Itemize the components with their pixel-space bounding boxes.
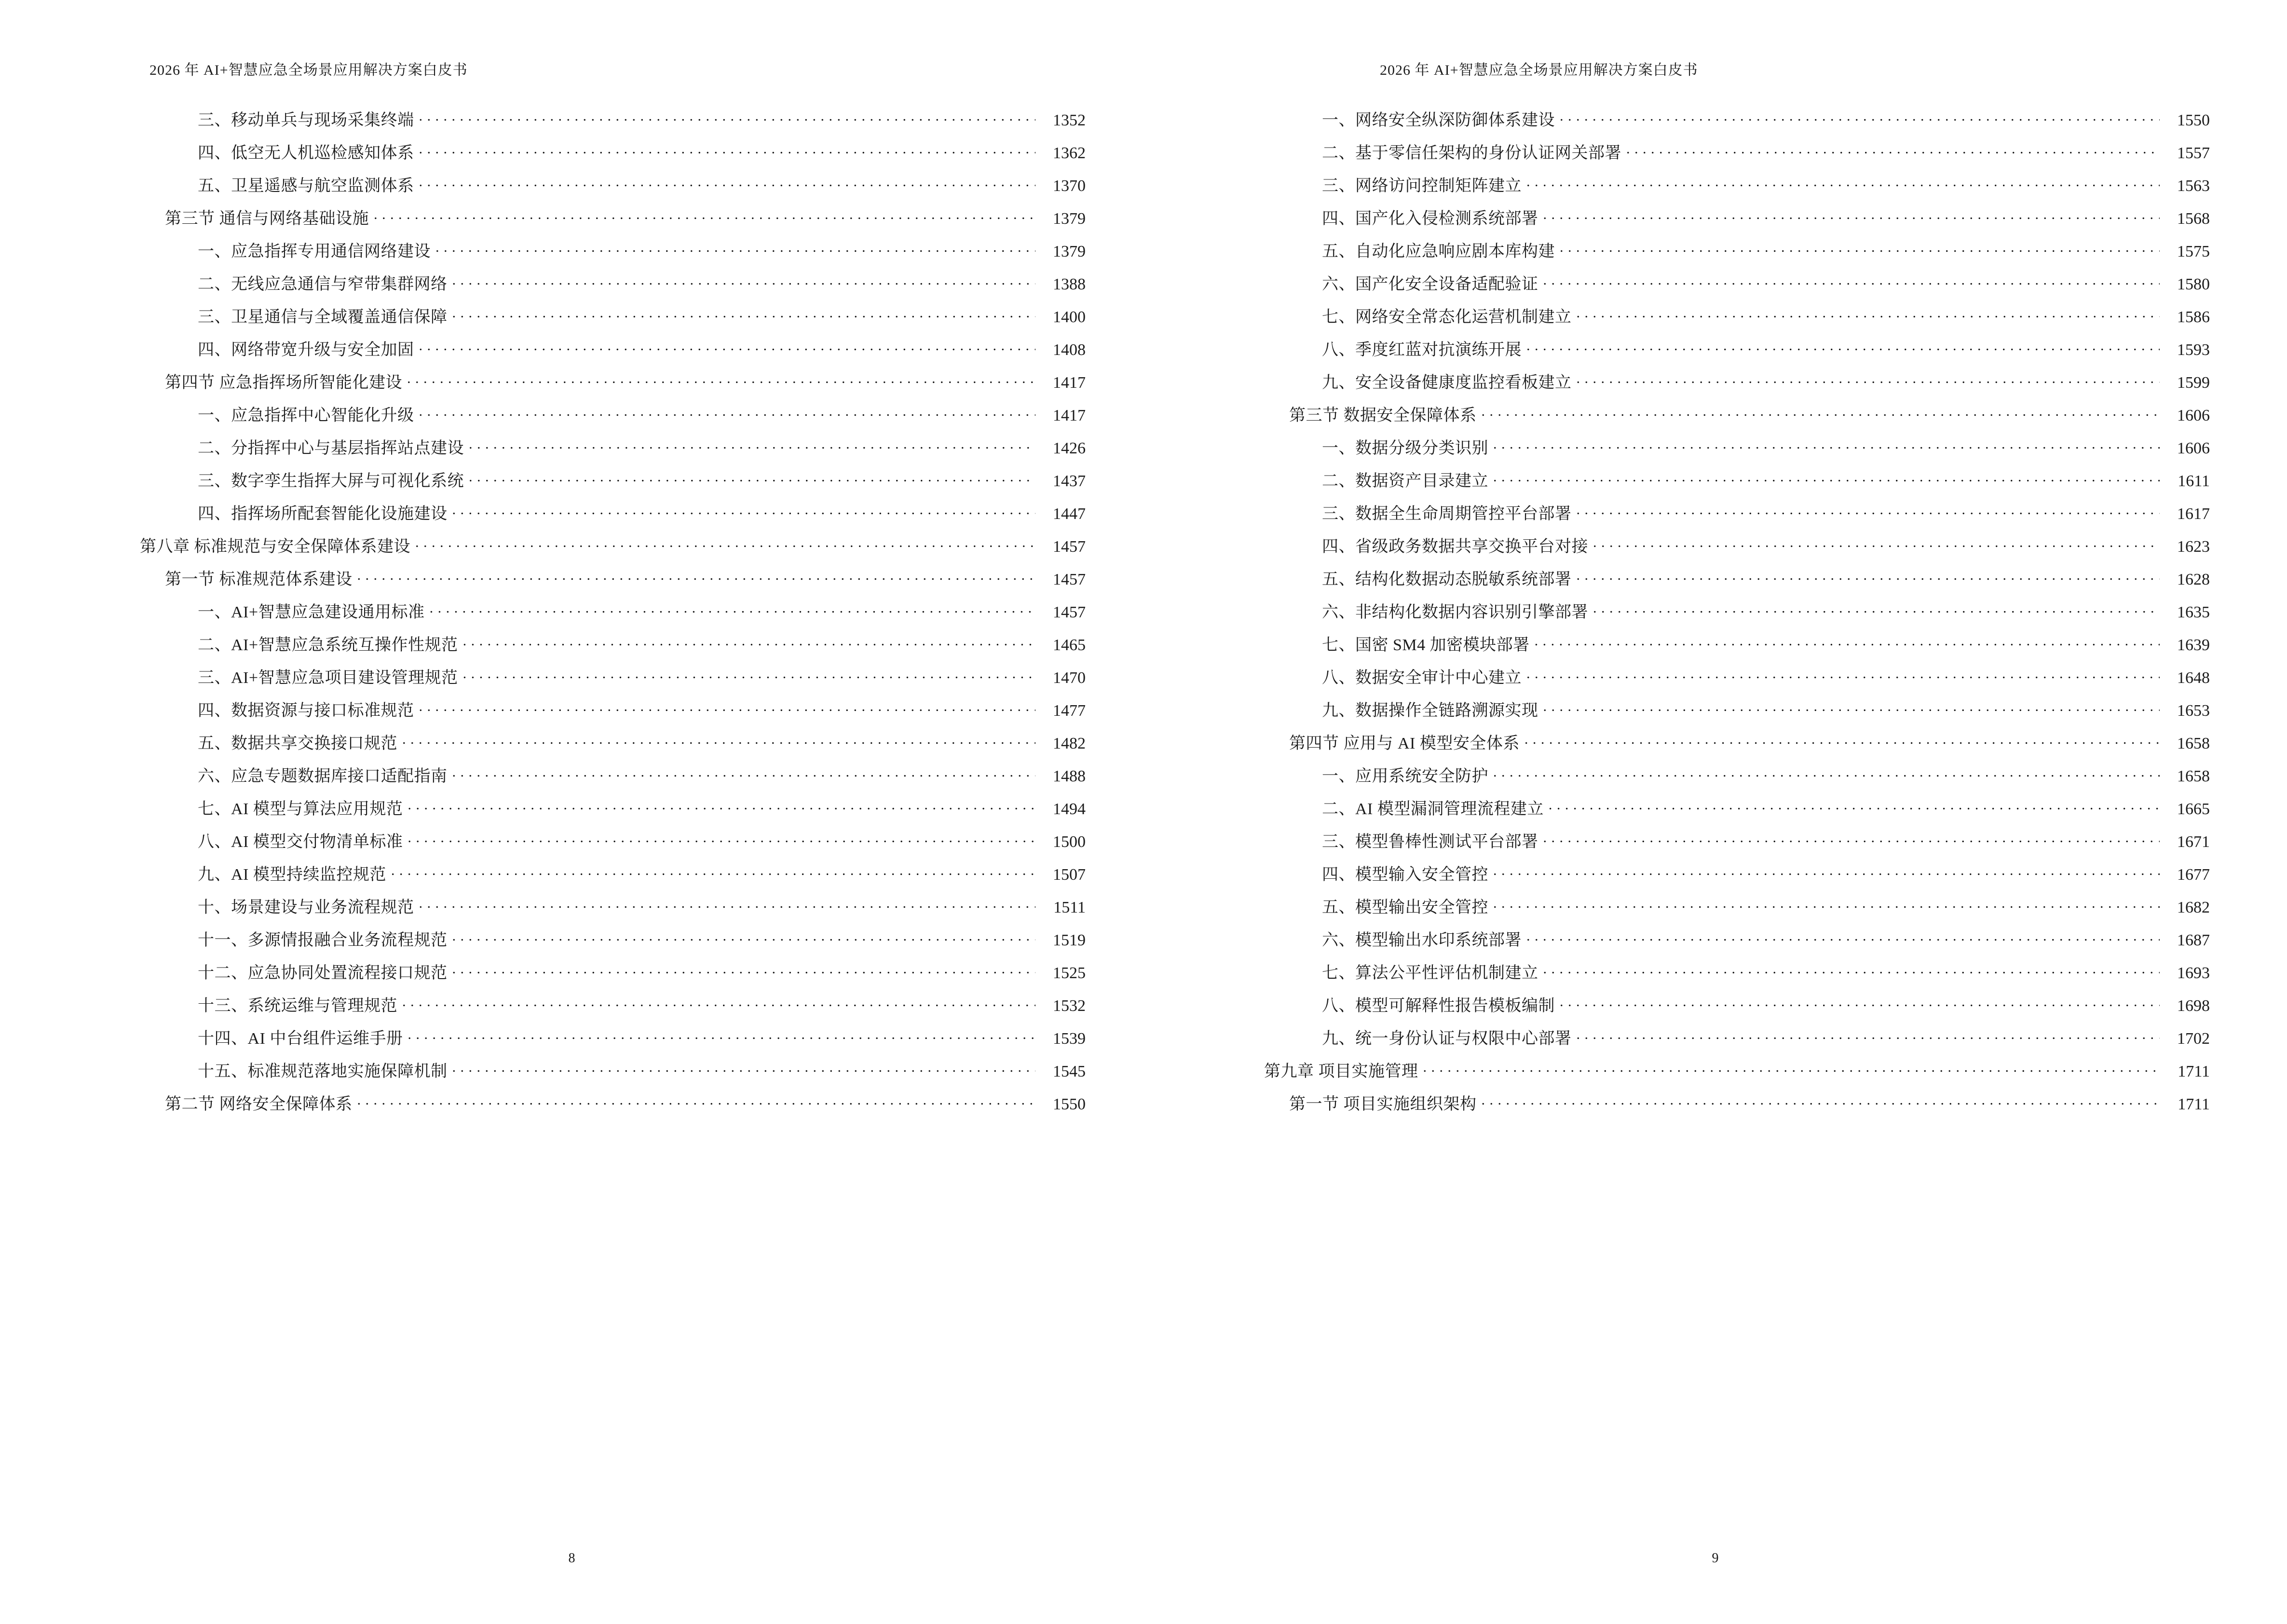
toc-leader-dots [452,765,1036,781]
toc-entry-label: 第四节 应用与 AI 模型安全体系 [1289,735,1520,752]
toc-entry-page-number: 1557 [2177,144,2210,162]
toc-entry[interactable] [140,568,1086,588]
toc-entry[interactable] [140,601,1086,621]
toc-entry[interactable] [140,470,1086,490]
toc-leader-dots [402,995,1035,1011]
toc-entry-page-number: 1682 [2177,899,2210,916]
toc-leader-dots [419,699,1036,716]
toc-entry[interactable] [1264,831,2210,850]
toc-entry[interactable] [140,1093,1086,1113]
toc-entry-page-number: 1482 [1053,735,1086,752]
toc-entry[interactable] [140,962,1086,982]
toc-entry[interactable] [140,1027,1086,1047]
toc-entry-page-number: 1477 [1053,702,1086,720]
toc-entry-page-number: 1519 [1053,931,1086,949]
toc-leader-dots [419,175,1036,191]
toc-entry-page-number: 1563 [2177,177,2210,195]
toc-entry-label: 八、AI 模型交付物清单标准 [198,833,403,851]
toc-entry[interactable] [1264,962,2210,982]
toc-entry[interactable] [140,339,1086,358]
page-number-right-value: 9 [1712,1551,1719,1566]
toc-entry-label: 三、移动单兵与现场采集终端 [198,111,414,129]
toc-entry-label: 五、结构化数据动态脱敏系统部署 [1322,571,1572,588]
toc-leader-dots [357,1093,1036,1109]
toc-entry[interactable] [140,1060,1086,1080]
toc-leader-dots [415,535,1035,552]
toc-leader-dots [1577,568,2160,585]
toc-entry-page-number: 1447 [1053,505,1086,523]
toc-leader-dots [374,207,1035,224]
toc-entry-page-number: 1437 [1053,472,1086,490]
toc-entry[interactable] [1264,995,2210,1014]
page-number-left-value: 8 [568,1551,575,1566]
toc-leader-dots [1543,699,2160,716]
toc-entry-label: 一、应用系统安全防护 [1322,767,1488,785]
toc-entry-label: 五、模型输出安全管控 [1322,899,1488,916]
toc-leader-dots [1493,765,2160,781]
toc-entry[interactable] [1264,1027,2210,1047]
toc-entry[interactable] [1264,470,2210,490]
toc-leader-dots [1493,437,2160,453]
toc-entry-page-number: 1532 [1053,997,1086,1015]
toc-entry[interactable] [140,765,1086,785]
toc-entry-page-number: 1379 [1053,210,1086,228]
toc-leader-dots [1593,601,2160,617]
toc-entry-page-number: 1575 [2177,243,2210,260]
toc-leader-dots [407,371,1035,388]
toc-leader-dots [419,896,1036,913]
toc-leader-dots [1493,863,2160,880]
toc-leader-dots [463,634,1035,650]
toc-entry-label: 四、省级政务数据共享交换平台对接 [1322,538,1588,556]
toc-entry-page-number: 1525 [1053,964,1086,982]
toc-entry[interactable] [1264,503,2210,522]
toc-entry-page-number: 1408 [1053,341,1086,359]
toc-entry-label: 三、数据全生命周期管控平台部署 [1322,505,1572,523]
toc-entry-label: 三、AI+智慧应急项目建设管理规范 [198,669,458,687]
toc-entry[interactable] [140,863,1086,883]
toc-entry-label: 第三节 数据安全保障体系 [1289,407,1477,424]
toc-entry[interactable] [1264,634,2210,654]
page-number-left [0,1551,1144,1566]
toc-entry[interactable] [1264,175,2210,194]
toc-entry-page-number: 1370 [1053,177,1086,195]
toc-leader-dots [1549,798,2160,814]
running-head-left: 2026 年 AI+智慧应急全场景应用解决方案白皮书 [150,62,468,78]
toc-leader-dots [419,404,1036,421]
toc-entry-page-number: 1665 [2177,800,2210,818]
toc-entry-label: 六、模型输出水印系统部署 [1322,931,1522,949]
toc-entry-label: 十五、标准规范落地实施保障机制 [198,1063,448,1080]
toc-entry-label: 四、低空无人机巡检感知体系 [198,144,414,162]
toc-entry-page-number: 1550 [1053,1095,1086,1113]
toc-entry[interactable] [1264,437,2210,457]
toc-entry-label: 二、AI+智慧应急系统互操作性规范 [198,636,458,654]
toc-entry[interactable] [1264,404,2210,424]
toc-leader-dots [1560,109,2160,125]
toc-entry-page-number: 1677 [2177,866,2210,884]
toc-entry-label: 二、无线应急通信与窄带集群网络 [198,275,448,293]
toc-entry-page-number: 1417 [1053,407,1086,424]
toc-entry[interactable] [1264,306,2210,326]
toc-entry-label: 三、卫星通信与全域覆盖通信保障 [198,308,448,326]
toc-entry[interactable] [1264,142,2210,162]
toc-entry[interactable] [1264,699,2210,719]
toc-entry-page-number: 1545 [1053,1063,1086,1080]
toc-entry-label: 十一、多源情报融合业务流程规范 [198,931,448,949]
toc-entry[interactable] [1264,535,2210,555]
toc-leader-dots [402,732,1035,749]
toc-entry-page-number: 1671 [2177,833,2210,851]
toc-entry-label: 第一节 标准规范体系建设 [165,571,353,588]
toc-entry[interactable] [1264,798,2210,818]
toc-leader-dots [408,831,1035,847]
toc-entry-label: 九、统一身份认证与权限中心部署 [1322,1030,1572,1048]
toc-entry[interactable] [140,142,1086,162]
toc-leader-dots [1543,962,2160,978]
toc-entry-page-number: 1465 [1053,636,1086,654]
toc-entry[interactable] [140,929,1086,949]
toc-entry-page-number: 1511 [1053,899,1086,916]
toc-entry-page-number: 1417 [1053,374,1086,392]
toc-entry[interactable] [1264,207,2210,227]
toc-leader-dots [1526,175,2160,191]
toc-entry[interactable] [140,503,1086,522]
toc-entry-label: 十三、系统运维与管理规范 [198,997,397,1015]
toc-leader-dots [1577,371,2160,388]
toc-entry-label: 第九章 项目实施管理 [1264,1063,1418,1080]
toc-entry-page-number: 1550 [2177,111,2210,129]
toc-leader-dots [1577,306,2160,322]
toc-entry-label: 七、网络安全常态化运营机制建立 [1322,308,1572,326]
toc-leader-dots [1593,535,2160,552]
toc-entry-label: 七、国密 SM4 加密模块部署 [1322,636,1530,654]
toc-entry-label: 三、数字孪生指挥大屏与可视化系统 [198,472,464,490]
toc-entry-label: 第三节 通信与网络基础设施 [165,210,369,228]
toc-entry-label: 十、场景建设与业务流程规范 [198,899,414,916]
toc-entry-label: 五、卫星遥感与航空监测体系 [198,177,414,195]
toc-entry-page-number: 1658 [2177,735,2210,752]
toc-entry[interactable] [140,306,1086,326]
toc-list-left [140,109,1086,1113]
toc-entry-label: 六、国产化安全设备适配验证 [1322,275,1538,293]
toc-leader-dots [1577,1027,2160,1044]
toc-entry-label: 五、自动化应急响应剧本库构建 [1322,243,1555,260]
toc-list-right [1264,109,2210,1113]
toc-entry-page-number: 1635 [2177,603,2210,621]
toc-entry-label: 第四节 应急指挥场所智能化建设 [165,374,402,392]
toc-entry-label: 三、网络访问控制矩阵建立 [1322,177,1522,195]
toc-entry[interactable] [1264,896,2210,916]
toc-leader-dots [1493,896,2160,913]
toc-entry-label: 四、国产化入侵检测系统部署 [1322,210,1538,228]
toc-entry-page-number: 1539 [1053,1030,1086,1048]
toc-entry-label: 四、数据资源与接口标准规范 [198,702,414,720]
toc-entry-page-number: 1457 [1053,603,1086,621]
toc-entry[interactable] [140,437,1086,457]
toc-leader-dots [1482,1093,2160,1109]
toc-leader-dots [1560,240,2160,257]
toc-entry[interactable] [140,240,1086,260]
toc-leader-dots [419,142,1036,158]
toc-entry-page-number: 1586 [2177,308,2210,326]
toc-entry[interactable] [140,535,1086,555]
toc-entry-label: 九、安全设备健康度监控看板建立 [1322,374,1572,392]
toc-entry-page-number: 1623 [2177,538,2210,556]
toc-entry-page-number: 1698 [2177,997,2210,1015]
toc-entry-label: 四、网络带宽升级与安全加固 [198,341,414,359]
toc-entry-page-number: 1500 [1053,833,1086,851]
toc-entry-label: 四、指挥场所配套智能化设施建设 [198,505,448,523]
toc-entry-page-number: 1426 [1053,439,1086,457]
toc-entry[interactable] [140,634,1086,654]
toc-entry-label: 七、AI 模型与算法应用规范 [198,800,403,818]
toc-entry-page-number: 1457 [1053,538,1086,556]
toc-entry-label: 七、算法公平性评估机制建立 [1322,964,1538,982]
toc-entry-label: 九、数据操作全链路溯源实现 [1322,702,1538,720]
toc-entry[interactable] [1264,765,2210,785]
toc-leader-dots [1423,1060,2160,1077]
toc-entry-label: 二、分指挥中心与基层指挥站点建设 [198,439,464,457]
toc-entry-label: 三、模型鲁棒性测试平台部署 [1322,833,1538,851]
toc-leader-dots [452,273,1036,289]
toc-entry[interactable] [140,207,1086,227]
toc-leader-dots [430,601,1035,617]
toc-entry[interactable] [140,798,1086,818]
toc-leader-dots [1526,667,2160,683]
toc-entry-page-number: 1400 [1053,308,1086,326]
toc-leader-dots [1543,831,2160,847]
toc-entry-label: 六、非结构化数据内容识别引擎部署 [1322,603,1588,621]
toc-entry[interactable] [1264,371,2210,391]
toc-entry-label: 六、应急专题数据库接口适配指南 [198,767,448,785]
toc-leader-dots [452,503,1036,519]
toc-leader-dots [1626,142,2160,158]
toc-entry-page-number: 1379 [1053,243,1086,260]
toc-entry-page-number: 1593 [2177,341,2210,359]
toc-leader-dots [452,962,1036,978]
toc-entry[interactable] [1264,1093,2210,1113]
toc-entry-label: 一、AI+智慧应急建设通用标准 [198,603,425,621]
toc-entry[interactable] [140,732,1086,752]
toc-entry-page-number: 1494 [1053,800,1086,818]
toc-entry[interactable] [140,371,1086,391]
toc-entry-page-number: 1687 [2177,931,2210,949]
toc-leader-dots [1493,470,2160,486]
toc-entry-label: 第一节 项目实施组织架构 [1289,1095,1477,1113]
toc-entry-page-number: 1457 [1053,571,1086,588]
toc-entry-page-number: 1628 [2177,571,2210,588]
toc-entry-label: 一、应急指挥中心智能化升级 [198,407,414,424]
toc-entry-page-number: 1352 [1053,111,1086,129]
toc-entry-label: 十二、应急协同处置流程接口规范 [198,964,448,982]
toc-entry-label: 四、模型输入安全管控 [1322,866,1488,884]
toc-leader-dots [452,929,1036,945]
toc-leader-dots [408,798,1035,814]
toc-leader-dots [463,667,1035,683]
toc-leader-dots [1543,207,2160,224]
toc-entry-page-number: 1611 [2178,472,2210,490]
toc-entry-page-number: 1599 [2177,374,2210,392]
toc-entry[interactable] [1264,339,2210,358]
toc-entry-page-number: 1362 [1053,144,1086,162]
toc-leader-dots [391,863,1035,880]
toc-entry-label: 一、应急指挥专用通信网络建设 [198,243,431,260]
toc-leader-dots [1526,929,2160,945]
toc-entry[interactable] [1264,929,2210,949]
toc-leader-dots [452,306,1036,322]
toc-entry[interactable] [1264,667,2210,686]
toc-leader-dots [469,470,1035,486]
toc-entry-label: 二、基于零信任架构的身份认证网关部署 [1322,144,1621,162]
toc-entry-page-number: 1617 [2177,505,2210,523]
toc-entry[interactable] [140,667,1086,686]
toc-entry-page-number: 1606 [2177,439,2210,457]
toc-entry-page-number: 1653 [2177,702,2210,720]
toc-entry-label: 二、AI 模型漏洞管理流程建立 [1322,800,1544,818]
toc-entry-label: 第八章 标准规范与安全保障体系建设 [140,538,410,556]
toc-entry-page-number: 1568 [2177,210,2210,228]
toc-leader-dots [408,1027,1035,1044]
toc-entry-label: 第二节 网络安全保障体系 [165,1095,353,1113]
toc-entry-label: 八、季度红蓝对抗演练开展 [1322,341,1522,359]
toc-leader-dots [419,339,1036,355]
toc-entry-page-number: 1606 [2177,407,2210,424]
toc-leader-dots [1577,503,2160,519]
toc-entry[interactable] [1264,568,2210,588]
toc-entry[interactable] [140,699,1086,719]
toc-entry[interactable] [1264,863,2210,883]
toc-entry-page-number: 1702 [2177,1030,2210,1048]
toc-entry[interactable] [140,404,1086,424]
toc-entry[interactable] [1264,273,2210,293]
toc-leader-dots [469,437,1035,453]
toc-entry-page-number: 1711 [2178,1095,2210,1113]
toc-leader-dots [436,240,1035,257]
toc-entry[interactable] [140,109,1086,129]
toc-entry-label: 十四、AI 中台组件运维手册 [198,1030,403,1048]
toc-leader-dots [419,109,1036,125]
toc-entry-label: 五、数据共享交换接口规范 [198,735,397,752]
toc-leader-dots [1535,634,2160,650]
toc-entry[interactable] [140,175,1086,194]
toc-entry-page-number: 1470 [1053,669,1086,687]
toc-entry-page-number: 1711 [2178,1063,2210,1080]
toc-leader-dots [1525,732,2160,749]
toc-entry[interactable] [1264,732,2210,752]
toc-entry-label: 一、数据分级分类识别 [1322,439,1488,457]
toc-entry-label: 二、数据资产目录建立 [1322,472,1488,490]
toc-entry-page-number: 1488 [1053,767,1086,785]
toc-leader-dots [1526,339,2160,355]
toc-entry[interactable] [1264,1060,2210,1080]
toc-entry[interactable] [140,273,1086,293]
toc-entry-page-number: 1648 [2177,669,2210,687]
toc-entry[interactable] [1264,601,2210,621]
running-head-right: 2026 年 AI+智慧应急全场景应用解决方案白皮书 [1380,62,1698,78]
toc-entry-label: 八、数据安全审计中心建立 [1322,669,1522,687]
toc-leader-dots [357,568,1036,585]
toc-leader-dots [1482,404,2160,421]
toc-entry[interactable] [140,831,1086,850]
toc-entry-label: 八、模型可解释性报告模板编制 [1322,997,1555,1015]
toc-entry-page-number: 1388 [1053,275,1086,293]
toc-leader-dots [1543,273,2160,289]
toc-entry-page-number: 1639 [2177,636,2210,654]
toc-entry-page-number: 1693 [2177,964,2210,982]
toc-entry-page-number: 1507 [1053,866,1086,884]
toc-leader-dots [452,1060,1036,1077]
toc-entry[interactable] [1264,240,2210,260]
page-right [1144,0,2287,1624]
toc-entry[interactable] [140,995,1086,1014]
page-number-right [1144,1551,2287,1566]
toc-entry-page-number: 1580 [2177,275,2210,293]
toc-entry[interactable] [140,896,1086,916]
toc-entry-page-number: 1658 [2177,767,2210,785]
toc-entry-label: 九、AI 模型持续监控规范 [198,866,386,884]
toc-leader-dots [1560,995,2160,1011]
toc-entry[interactable] [1264,109,2210,129]
toc-entry-label: 一、网络安全纵深防御体系建设 [1322,111,1555,129]
